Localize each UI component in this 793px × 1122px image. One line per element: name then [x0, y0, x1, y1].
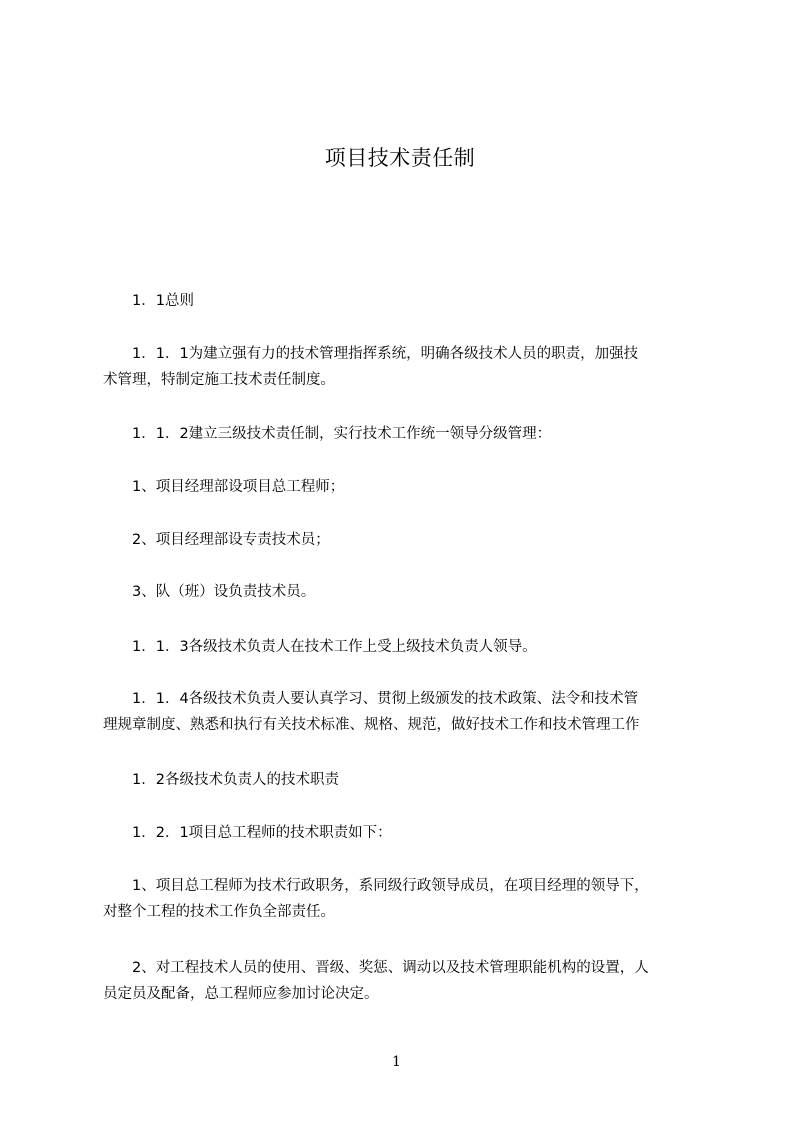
- paragraph-line: 1．1．3各级技术负责人在技术工作上受上级技术负责人领导。: [103, 639, 537, 655]
- paragraph-line: 理规章制度、熟悉和执行有关技术标准、规格、规范，做好技术工作和技术管理工作: [103, 717, 640, 733]
- paragraph-line: 1．1．4各级技术负责人要认真学习、贯彻上级颁发的技术政策、法令和技术管: [103, 691, 639, 707]
- paragraph-line: 术管理，特制定施工技术责任制度。: [103, 372, 335, 388]
- paragraph: [103, 474, 713, 500]
- paragraph-line: 1、项目经理部设项目总工程师；: [103, 479, 345, 495]
- paragraph-line: 对整个工程的技术工作负全部责任。: [103, 904, 335, 920]
- paragraph: [103, 527, 713, 553]
- paragraph-line: 员定员及配备，总工程师应参加讨论决定。: [103, 986, 379, 1002]
- paragraph-line: 2、对工程技术人员的使用、晋级、奖惩、调动以及技术管理职能机构的设置，人: [103, 960, 649, 976]
- paragraph-line: 1、项目总工程师为技术行政职务，系同级行政领导成员，在项目经理的领导下，: [103, 878, 649, 894]
- paragraph: [103, 820, 713, 846]
- page-number: 1: [392, 1054, 401, 1070]
- paragraph-line: 3、队（班）设负责技术员。: [103, 584, 316, 600]
- paragraph-line: 1．1．1为建立强有力的技术管理指挥系统，明确各级技术人员的职责，加强技: [103, 346, 639, 362]
- paragraph-line: 1．2．1项目总工程师的技术职责如下：: [103, 825, 392, 841]
- paragraph-line: 1．1总则: [103, 293, 194, 309]
- paragraph: [103, 873, 713, 925]
- paragraph-line: 1．2各级技术负责人的技术职责: [103, 772, 339, 788]
- paragraph: [103, 341, 713, 393]
- paragraph: [103, 955, 713, 1007]
- paragraph: [103, 579, 713, 605]
- paragraph: [103, 686, 713, 738]
- paragraph-line: 1．1．2建立三级技术责任制，实行技术工作统一领导分级管理：: [103, 426, 552, 442]
- paragraph: [103, 421, 713, 447]
- paragraph: [103, 634, 713, 660]
- paragraph-line: 2、项目经理部设专责技术员；: [103, 532, 330, 548]
- document-title: 项目技术责任制: [324, 146, 476, 170]
- paragraph: [103, 288, 713, 314]
- paragraph: [103, 767, 713, 793]
